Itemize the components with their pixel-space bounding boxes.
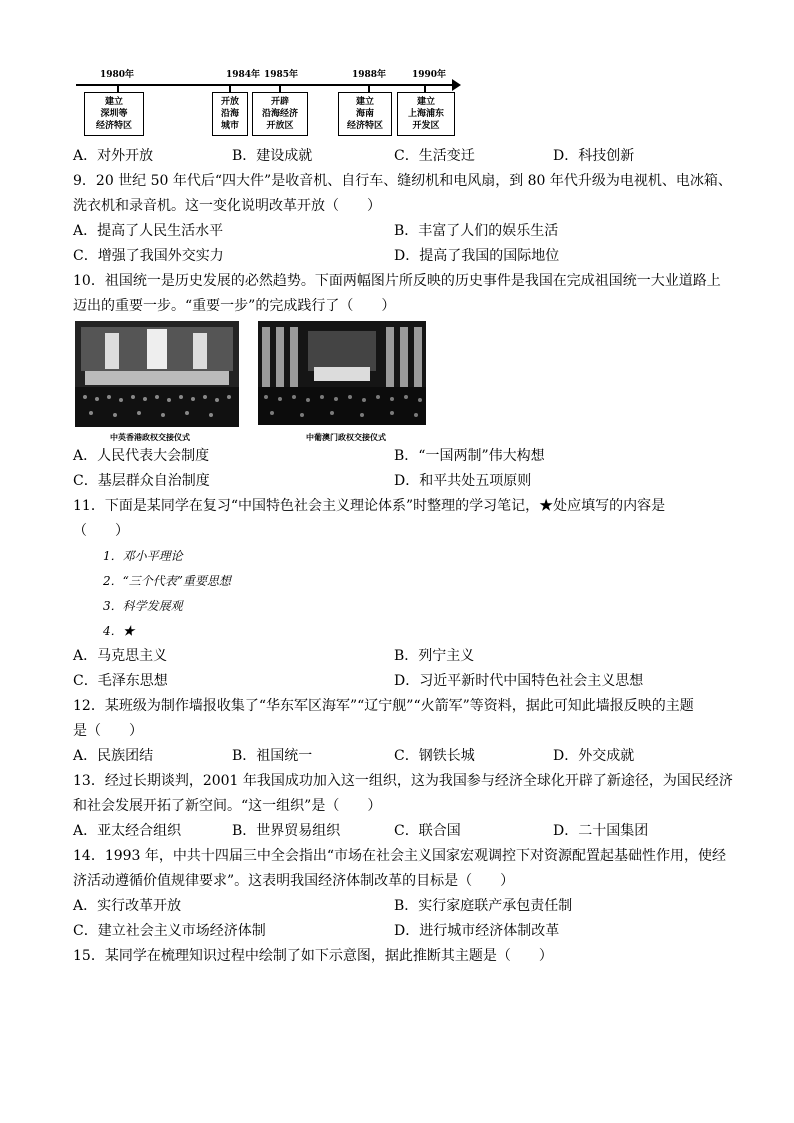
macau-caption: 中葡澳门政权交接仪式	[306, 432, 386, 442]
q11-note: 3．科学发展观	[103, 599, 183, 613]
q12-option-b[interactable]: B．祖国统一	[232, 748, 313, 764]
timeline-year: 1990年	[412, 70, 447, 80]
q12-stem: 12．某班级为制作墙报收集了“华东军区海军”“辽宁舰”“火箭军”等资料，据此可知此墙报反映的主题	[73, 698, 694, 714]
q11-option-d[interactable]: D．习近平新时代中国特色社会主义思想	[394, 673, 644, 689]
q8-option-a[interactable]: A．对外开放	[73, 148, 154, 164]
q14-stem: 济活动遵循价值规律要求”。这表明我国经济体制改革的目标是（ ）	[73, 873, 515, 889]
q13-option-a[interactable]: A．亚太经合组织	[73, 823, 182, 839]
timeline-box-1988: 建立 海南 经济特区	[338, 92, 392, 136]
timeline-year: 1985年	[264, 70, 299, 80]
q13-option-d[interactable]: D．二十国集团	[553, 823, 649, 839]
q12-option-d[interactable]: D．外交成就	[553, 748, 635, 764]
q8-option-b[interactable]: B．建设成就	[232, 148, 313, 164]
q14-option-d[interactable]: D．进行城市经济体制改革	[394, 923, 560, 939]
timeline-axis	[76, 84, 454, 86]
q10-stem: 10．祖国统一是历史发展的必然趋势。下面两幅图片所反映的历史事件是我国在完成祖国统一大业道路上	[73, 273, 721, 289]
q8-option-d[interactable]: D．科技创新	[553, 148, 635, 164]
hong-kong-caption: 中英香港政权交接仪式	[110, 432, 190, 442]
macau-handover-photo	[258, 321, 426, 425]
q11-option-a[interactable]: A．马克思主义	[73, 648, 168, 664]
hong-kong-handover-photo	[75, 321, 239, 427]
timeline-box-1984: 开放 沿海 城市	[212, 92, 248, 136]
q10-option-d[interactable]: D．和平共处五项原则	[394, 473, 532, 489]
q10-option-b[interactable]: B．“一国两制”伟大构想	[394, 448, 545, 464]
q11-stem: 11．下面是某同学在复习“中国特色社会主义理论体系”时整理的学习笔记，★处应填写的内容是	[73, 498, 666, 514]
q10-option-a[interactable]: A．人民代表大会制度	[73, 448, 210, 464]
timeline-arrow-icon	[452, 79, 461, 91]
q13-stem: 和社会发展开拓了新空间。“这一组织”是（ ）	[73, 798, 382, 814]
q11-stem: （ ）	[73, 523, 129, 539]
q13-option-c[interactable]: C．联合国	[394, 823, 461, 839]
q9-option-c[interactable]: C．增强了我国外交实力	[73, 248, 224, 264]
q10-option-c[interactable]: C．基层群众自治制度	[73, 473, 210, 489]
q11-note: 1．邓小平理论	[103, 549, 183, 563]
q11-note: 2．“三个代表”重要思想	[103, 574, 231, 588]
q12-option-c[interactable]: C．钢铁长城	[394, 748, 475, 764]
q9-stem: 9．20 世纪 50 年代后“四大件”是收音机、自行车、缝纫机和电风扇，到 80 年代升级为电视机、电冰箱、	[73, 173, 732, 189]
timeline-year: 1980年	[100, 70, 135, 80]
q9-option-d[interactable]: D．提高了我国的国际地位	[394, 248, 560, 264]
timeline-box-1985: 开辟 沿海经济 开放区	[252, 92, 308, 136]
q11-option-b[interactable]: B．列宁主义	[394, 648, 475, 664]
q12-option-a[interactable]: A．民族团结	[73, 748, 154, 764]
q14-stem: 14．1993 年，中共十四届三中全会指出“市场在社会主义国家宏观调控下对资源配置起基础性作用，使经	[73, 848, 727, 864]
q15-stem: 15．某同学在梳理知识过程中绘制了如下示意图，据此推断其主题是（ ）	[73, 948, 553, 964]
timeline-box-1980: 建立 深圳等 经济特区	[84, 92, 144, 136]
q13-stem: 13．经过长期谈判，2001 年我国成功加入这一组织，这为我国参与经济全球化开辟了新途径，为国民经济	[73, 773, 733, 789]
q11-option-c[interactable]: C．毛泽东思想	[73, 673, 168, 689]
q9-stem: 洗衣机和录音机。这一变化说明改革开放（ ）	[73, 198, 381, 214]
timeline-year: 1988年	[352, 70, 387, 80]
q14-option-c[interactable]: C．建立社会主义市场经济体制	[73, 923, 266, 939]
q13-option-b[interactable]: B．世界贸易组织	[232, 823, 341, 839]
q14-option-a[interactable]: A．实行改革开放	[73, 898, 182, 914]
q8-option-c[interactable]: C．生活变迁	[394, 148, 475, 164]
q10-stem: 迈出的重要一步。“重要一步”的完成践行了（ ）	[73, 298, 396, 314]
timeline-year: 1984年	[226, 70, 261, 80]
q11-note: 4．★	[103, 624, 135, 638]
q9-option-b[interactable]: B．丰富了人们的娱乐生活	[394, 223, 559, 239]
timeline-box-1990: 建立 上海浦东 开发区	[397, 92, 455, 136]
q9-option-a[interactable]: A．提高了人民生活水平	[73, 223, 224, 239]
q12-stem: 是（ ）	[73, 723, 143, 739]
q14-option-b[interactable]: B．实行家庭联产承包责任制	[394, 898, 573, 914]
